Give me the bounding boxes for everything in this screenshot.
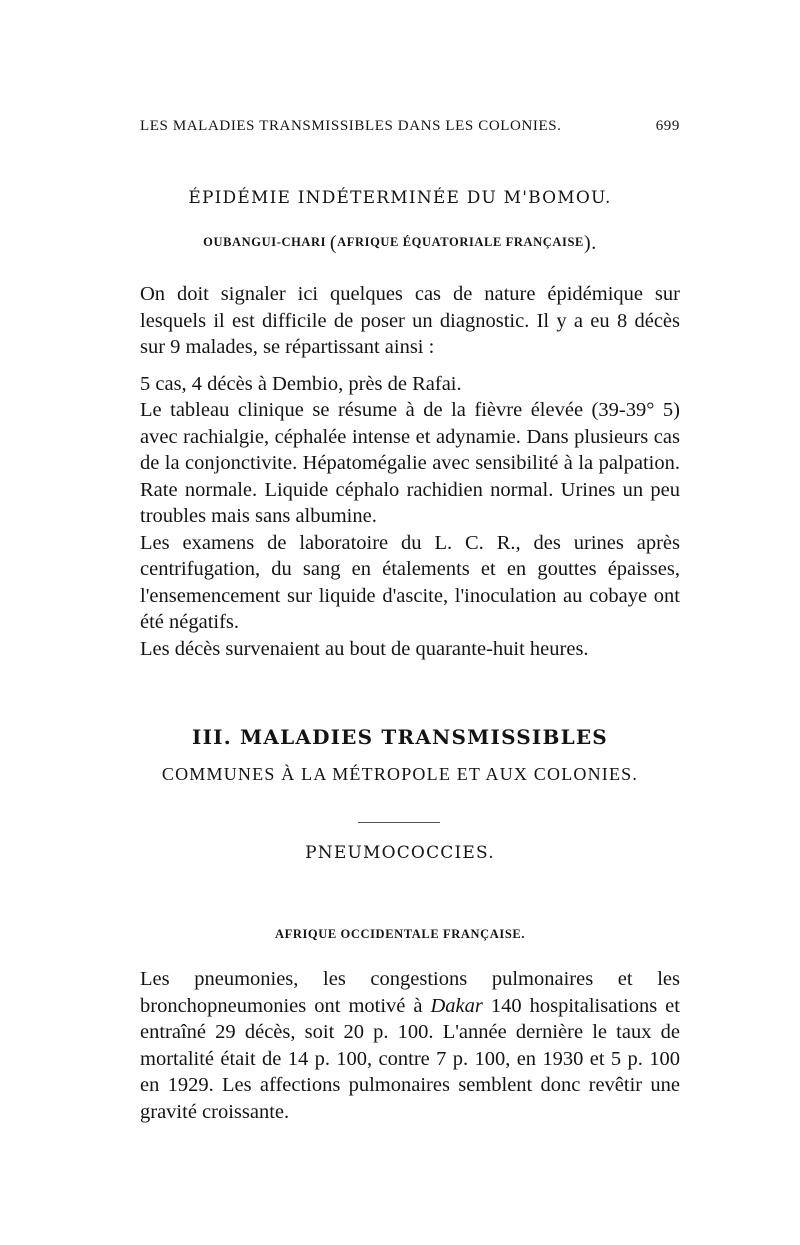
divider-rule [358,822,440,823]
section-title-epidemie: ÉPIDÉMIE INDÉTERMINÉE DU M'BOMOU. [188,188,612,208]
section-subtitle-communes: COMMUNES À LA MÉTROPOLE ET AUX COLONIES. [161,764,639,784]
region-prefix: OUBANGUI-CHARI [203,235,327,249]
place-dakar: Dakar [430,994,483,1017]
section1-body [140,281,680,662]
paragraph-pneumonies [140,966,680,1125]
paragraph-intro: On doit signaler ici quelques cas de nature épidémique sur lesquels il est difficile de poser un diagnostic. Il y a eu 8 décès sur 9 malades, se répartissant ainsi : [140,283,680,358]
paragraph-clinical: Le tableau clinique se résume à de la fièvre élevée (39-39° 5) avec rachialgie, céphalée intense et adynamie. Dans plusieurs cas de la conjonctivite. Hépatomégalie avec sensibilité à la palpation. Rate normale. Liquide céphalo rachidien normal. Urines un peu troubles mais sans albumine. [140,399,680,527]
running-header [140,118,680,135]
region-heading-aof: AFRIQUE OCCIDENTALE FRANÇAISE. [274,927,526,941]
pneumonies-text-start: Les pneumonies, les congestions pulmonaires et les bronchopneumonies ont motivé à [140,968,680,1017]
page-number: 699 [655,118,680,134]
paragraph-deaths: Les décès survenaient au bout de quarante-huit heures. [140,637,589,660]
paragraph-laboratory: Les examens de laboratoire du L. C. R., des urines après centrifugation, du sang en étalements et en gouttes épaisses, l'ensemencement sur liquide d'ascite, l'inoculation au cobaye ont été négatifs. [140,531,680,633]
region-paren-text: AFRIQUE ÉQUATORIALE FRANÇAISE [337,235,584,249]
subsection-title-pneumococcies: PNEUMOCOCCIES. [305,843,495,863]
region-heading-oubangui: OUBANGUI-CHARI (AFRIQUE ÉQUATORIALE FRANÇAISE). [203,232,597,254]
section-title-maladies: III. MALADIES TRANSMISSIBLES [192,725,608,749]
section2-body [140,966,680,1125]
pneumonies-text-end: 140 hospitalisations et entraîné 29 décès, soit 20 p. 100. L'année dernière le taux de mortalité était de 14 p. 100, contre 7 p. 100, en 1930 et 5 p. 100 en 1929. Les affections pulmonaires semblent donc revêtir une gravité croissante. [140,994,680,1123]
paragraph-cases: 5 cas, 4 décès à Dembio, près de Rafai. [140,372,462,395]
running-title: LES MALADIES TRANSMISSIBLES DANS LES COLONIES. [140,118,562,134]
